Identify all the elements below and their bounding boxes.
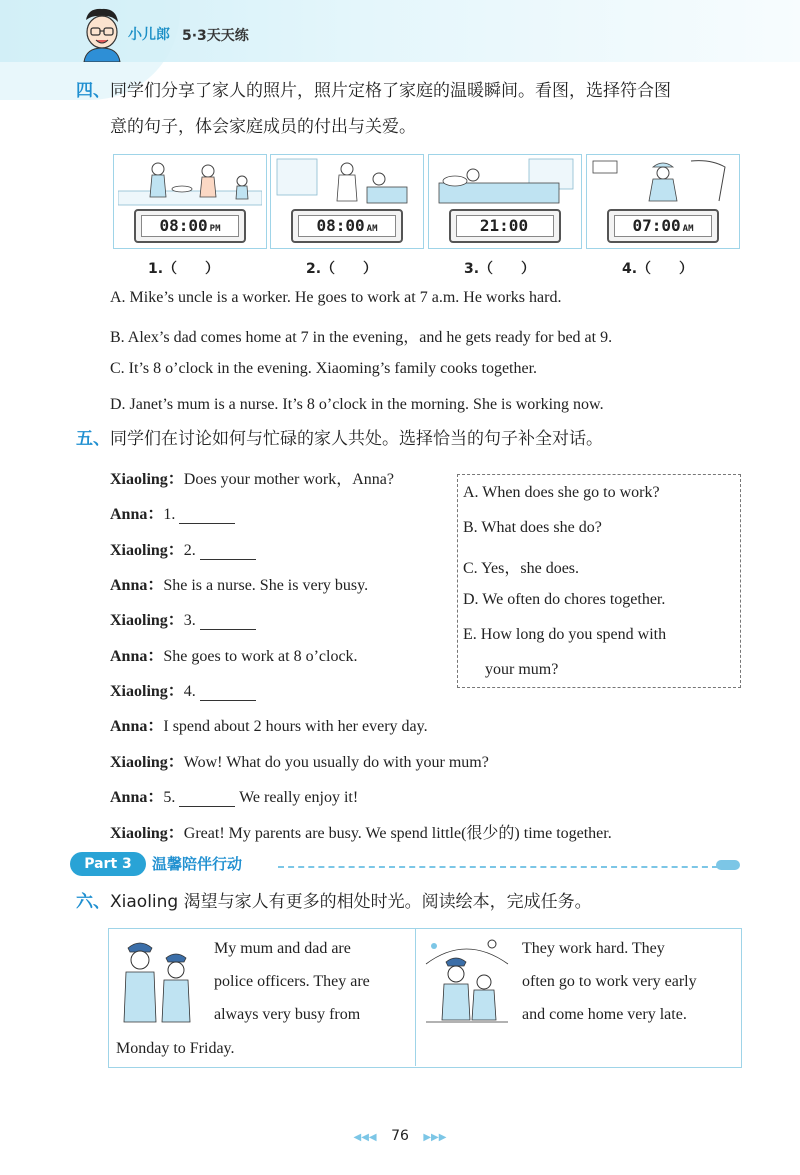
speaker: Anna： bbox=[110, 718, 164, 735]
series-title: 5·3天天练 bbox=[182, 28, 249, 44]
going-to-bed-icon bbox=[433, 157, 577, 207]
dialogue-text: We really enjoy it! bbox=[239, 789, 359, 806]
story-right-line-3: and come home very late. bbox=[522, 1006, 687, 1023]
mascot-boy-icon bbox=[76, 6, 126, 62]
clock-4 bbox=[607, 209, 719, 243]
clock-3 bbox=[449, 209, 561, 243]
option-a: A. Mike’s uncle is a worker. He goes to work at 7 a.m. He works hard. bbox=[110, 289, 562, 306]
arrows-right-icon: ▶▶▶ bbox=[423, 1132, 447, 1143]
brand-title: 小儿郎 bbox=[128, 27, 170, 43]
blank-number: 4. bbox=[183, 683, 196, 700]
clock-time: 07:00 bbox=[632, 216, 681, 235]
family-cooking-icon bbox=[118, 157, 262, 207]
page-footer bbox=[0, 1128, 800, 1144]
dialogue-line-4 bbox=[110, 572, 368, 595]
option-d: D. Janet’s mum is a nurse. It’s 8 o’clock in the morning. She is working now. bbox=[110, 396, 604, 413]
dialogue-line-6 bbox=[110, 643, 358, 666]
story-left-line-3: always very busy from bbox=[214, 1006, 361, 1023]
answer-slot-2[interactable]: 2.（ ） bbox=[306, 261, 378, 277]
dialogue-line-3 bbox=[110, 537, 256, 560]
option-c: C. It’s 8 o’clock in the evening. Xiaoming’s family cooks together. bbox=[110, 360, 538, 377]
story-left-line-2: police officers. They are bbox=[214, 973, 370, 990]
section6-number: 六、 bbox=[76, 892, 110, 912]
story-left-line-1: My mum and dad are bbox=[214, 940, 351, 957]
clock-1 bbox=[134, 209, 246, 243]
speaker: Xiaoling： bbox=[110, 754, 184, 771]
answer-slot-1[interactable]: 1.（ ） bbox=[148, 261, 220, 277]
speaker: Xiaoling： bbox=[110, 542, 184, 559]
dialogue-line-10 bbox=[110, 784, 358, 807]
dialogue-text: I spend about 2 hours with her every day. bbox=[163, 718, 428, 735]
dialogue-line-8 bbox=[110, 713, 428, 736]
section5-number: 五、 bbox=[76, 429, 110, 449]
pencil-tip-icon bbox=[716, 860, 740, 870]
part-divider bbox=[278, 866, 718, 868]
clock-suffix: AM bbox=[682, 224, 694, 234]
clock-2 bbox=[291, 209, 403, 243]
picture-panel-2 bbox=[270, 154, 424, 249]
picture-panel-1 bbox=[113, 154, 267, 249]
section4-instruction-line1: 同学们分享了家人的照片，照片定格了家庭的温暖瞬间。看图，选择符合图 bbox=[110, 81, 671, 101]
blank-number: 3. bbox=[183, 612, 196, 629]
story-left-line-4: Monday to Friday. bbox=[116, 1040, 235, 1057]
officers-working-icon bbox=[422, 934, 512, 1026]
police-officers-icon bbox=[114, 934, 204, 1026]
section5-heading bbox=[76, 424, 603, 455]
section4-instruction-line2: 意的句子，体会家庭成员的付出与关爱。 bbox=[110, 117, 416, 137]
part-badge: Part 3 bbox=[70, 852, 146, 876]
answer-blank-4[interactable] bbox=[200, 700, 256, 701]
answer-blank-3[interactable] bbox=[200, 629, 256, 630]
section4-number: 四、 bbox=[76, 81, 110, 101]
speaker: Anna： bbox=[110, 506, 164, 523]
box-option-b: B. What does she do? bbox=[463, 519, 602, 536]
box-option-a: A. When does she go to work? bbox=[463, 484, 660, 501]
dialogue-text: Does your mother work，Anna? bbox=[183, 471, 394, 488]
box-option-c: C. Yes，she does. bbox=[463, 560, 580, 577]
picture-panel-3 bbox=[428, 154, 582, 249]
box-option-e-cont: your mum? bbox=[485, 661, 559, 678]
dialogue-text: Wow! What do you usually do with your mum? bbox=[183, 754, 489, 771]
box-option-e: E. How long do you spend with bbox=[463, 626, 667, 643]
dialogue-line-11 bbox=[110, 820, 612, 843]
dialogue-line-9 bbox=[110, 749, 489, 772]
speaker: Xiaoling： bbox=[110, 612, 184, 629]
answer-slot-3[interactable]: 3.（ ） bbox=[464, 261, 536, 277]
part-title: 温馨陪伴行动 bbox=[152, 855, 243, 873]
answer-blank-1[interactable] bbox=[179, 523, 235, 524]
speaker: Xiaoling： bbox=[110, 683, 184, 700]
speaker: Anna： bbox=[110, 577, 164, 594]
answer-slot-4[interactable]: 4.（ ） bbox=[622, 261, 694, 277]
clock-time: 08:00 bbox=[159, 216, 208, 235]
speaker: Xiaoling： bbox=[110, 471, 184, 488]
picture-panel-4 bbox=[586, 154, 740, 249]
dialogue-line-1 bbox=[110, 466, 394, 489]
section5-instruction: 同学们在讨论如何与忙碌的家人共处。选择恰当的句子补全对话。 bbox=[110, 429, 603, 449]
dialogue-text: Great! My parents are busy. We spend little(很少的) time together. bbox=[183, 825, 612, 842]
arrows-left-icon: ◀◀◀ bbox=[353, 1132, 377, 1143]
page-number: 76 bbox=[391, 1128, 409, 1144]
dialogue-text: She goes to work at 8 o’clock. bbox=[163, 648, 358, 665]
blank-number: 5. bbox=[163, 789, 176, 806]
story-right-line-1: They work hard. They bbox=[522, 940, 665, 957]
speaker: Anna： bbox=[110, 648, 164, 665]
clock-time: 21:00 bbox=[479, 216, 529, 235]
clock-time: 08:00 bbox=[316, 216, 365, 235]
section4-heading-line1 bbox=[76, 76, 671, 107]
dialogue-text: She is a nurse. She is very busy. bbox=[163, 577, 369, 594]
speaker: Xiaoling： bbox=[110, 825, 184, 842]
speaker: Anna： bbox=[110, 789, 164, 806]
section6-heading bbox=[76, 887, 592, 918]
blank-number: 2. bbox=[183, 542, 196, 559]
worker-construction-icon bbox=[591, 157, 735, 207]
dialogue-line-5 bbox=[110, 607, 256, 630]
option-b: B. Alex’s dad comes home at 7 in the evening，and he gets ready for bed at 9. bbox=[110, 329, 613, 346]
dialogue-line-7 bbox=[110, 678, 256, 701]
dialogue-line-2 bbox=[110, 501, 235, 524]
blank-number: 1. bbox=[163, 506, 176, 523]
section6-instruction: Xiaoling 渴望与家人有更多的相处时光。阅读绘本，完成任务。 bbox=[110, 892, 592, 912]
clock-suffix: PM bbox=[209, 224, 221, 234]
answer-blank-5[interactable] bbox=[179, 806, 235, 807]
nurse-hospital-icon bbox=[275, 157, 419, 207]
options-box bbox=[457, 474, 741, 688]
clock-suffix: AM bbox=[366, 224, 378, 234]
storybook-divider bbox=[415, 928, 416, 1066]
box-option-d: D. We often do chores together. bbox=[463, 591, 666, 608]
answer-blank-2[interactable] bbox=[200, 559, 256, 560]
story-right-line-2: often go to work very early bbox=[522, 973, 697, 990]
